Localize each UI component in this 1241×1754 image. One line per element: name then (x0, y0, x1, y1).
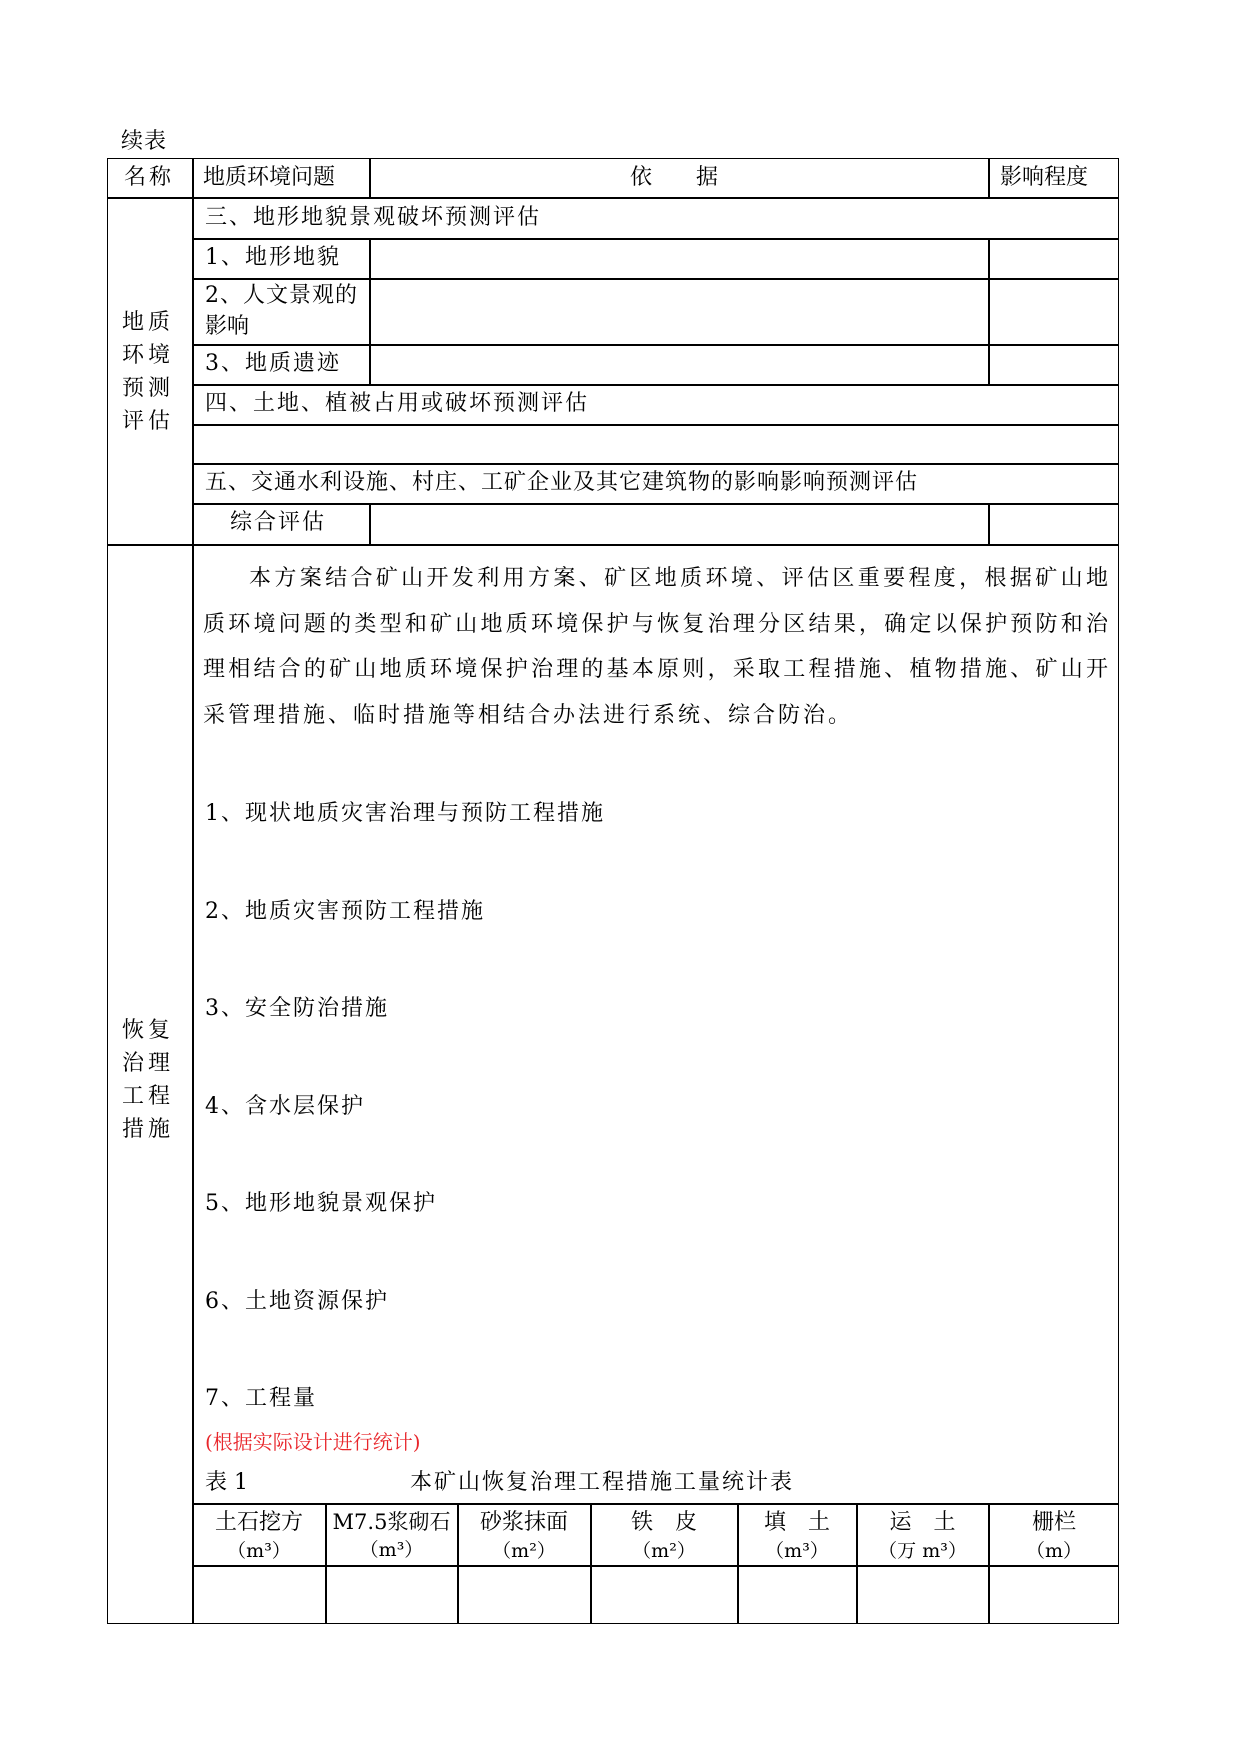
label-line: 预测 (121, 376, 174, 401)
measure-item: 6、土地资源保护 (205, 1289, 389, 1314)
row-divider (107, 544, 1119, 546)
stat-col-unit: （m²） (492, 1540, 556, 1562)
section-label-measures (118, 1014, 178, 1146)
col-divider (192, 158, 194, 1624)
measure-item: 1、现状地质灾害治理与预防工程措施 (205, 801, 605, 826)
header-impact: 影响程度 (1000, 165, 1089, 190)
row-cultural-line1: 2、人文景观的 (205, 283, 358, 308)
header-basis: 依 据 (630, 165, 719, 190)
stat-col-name: M7.5浆砌石 (332, 1510, 451, 1534)
measure-item: 7、工程量 (205, 1386, 317, 1411)
stat-col-masonry (326, 1512, 457, 1560)
header-issue: 地质环境问题 (203, 165, 336, 190)
measure-item: 5、地形地貌景观保护 (205, 1191, 437, 1216)
stat-col-excavation (193, 1512, 325, 1561)
row-divider (192, 463, 1119, 465)
table-caption: 续表 (121, 129, 168, 154)
row-infrastructure-title: 五、交通水利设施、村庄、工矿企业及其它建筑物的影响影响预测评估 (205, 470, 919, 495)
row-cultural-line2: 影响 (205, 314, 250, 339)
row-divider (192, 424, 1119, 426)
col-divider (369, 238, 371, 384)
row-divider (192, 278, 1119, 280)
table-number: 表 1 (205, 1470, 248, 1495)
stat-col-fence (989, 1512, 1119, 1561)
row-divider (192, 503, 1119, 505)
header-name: 名称 (124, 165, 175, 190)
row-divider (192, 1565, 1119, 1567)
row-divider (192, 238, 1119, 240)
measure-item: 2、地质灾害预防工程措施 (205, 899, 485, 924)
measure-item: 3、安全防治措施 (205, 996, 389, 1021)
row-terrain: 1、地形地貌 (205, 245, 341, 270)
label-line: 恢复 (121, 1018, 174, 1043)
measures-paragraph: 本方案结合矿山开发利用方案、矿区地质环境、评估区重要程度，根据矿山地质环境问题的类型和矿山地质环境保护与恢复治理分区结果，确定以保护预防和治理相结合的矿山地质环境保护治理的基本原则，采取工程措施、植物措施、矿山开采管理措施、临时措施等相结合办法进行系统、综合防治。 (203, 566, 1111, 728)
col-divider (988, 238, 990, 384)
stat-col-unit: （m³） (227, 1540, 291, 1562)
stat-col-unit: （m³） (765, 1540, 829, 1562)
measure-item: 4、含水层保护 (205, 1094, 365, 1119)
row-summary: 综合评估 (230, 510, 327, 535)
row-geo-heritage: 3、地质遗迹 (205, 351, 341, 376)
col-divider (988, 503, 990, 544)
row-divider (192, 1503, 1119, 1505)
table-title: 本矿山恢复治理工程措施工量统计表 (410, 1470, 795, 1495)
label-line: 措施 (121, 1117, 174, 1142)
stat-col-name: 土石挖方 (214, 1510, 303, 1535)
stat-col-unit: （m²） (632, 1540, 696, 1562)
label-line: 地质 (121, 310, 174, 335)
design-note: (根据实际设计进行统计) (205, 1430, 421, 1454)
label-line: 工程 (121, 1084, 174, 1109)
section-label-assessment (118, 306, 178, 438)
row-terrain-title: 三、地形地貌景观破坏预测评估 (205, 205, 542, 230)
stat-col-plaster (458, 1512, 590, 1561)
row-divider (192, 344, 1119, 346)
col-divider (369, 503, 371, 544)
stat-col-name: 运 土 (889, 1510, 956, 1535)
col-divider (988, 158, 990, 198)
stat-col-transport (857, 1512, 988, 1561)
stat-col-unit: （万 m³） (878, 1540, 967, 1562)
label-line: 环境 (121, 343, 174, 368)
col-divider (369, 158, 371, 198)
stat-col-name: 填 土 (763, 1510, 830, 1535)
stat-col-fill (738, 1512, 856, 1561)
stat-col-unit: （m³） (359, 1539, 424, 1561)
label-line: 评估 (121, 409, 174, 434)
label-line: 治理 (121, 1051, 174, 1076)
stat-col-unit: （m） (1025, 1540, 1083, 1562)
stat-col-name: 栅栏 (1031, 1510, 1076, 1535)
row-land-title: 四、土地、植被占用或破坏预测评估 (205, 391, 590, 416)
row-divider (192, 384, 1119, 386)
stat-col-name: 铁 皮 (630, 1510, 697, 1535)
row-divider (107, 197, 1119, 199)
stat-col-sheet-iron (591, 1512, 737, 1561)
stat-col-name: 砂浆抹面 (479, 1510, 568, 1535)
